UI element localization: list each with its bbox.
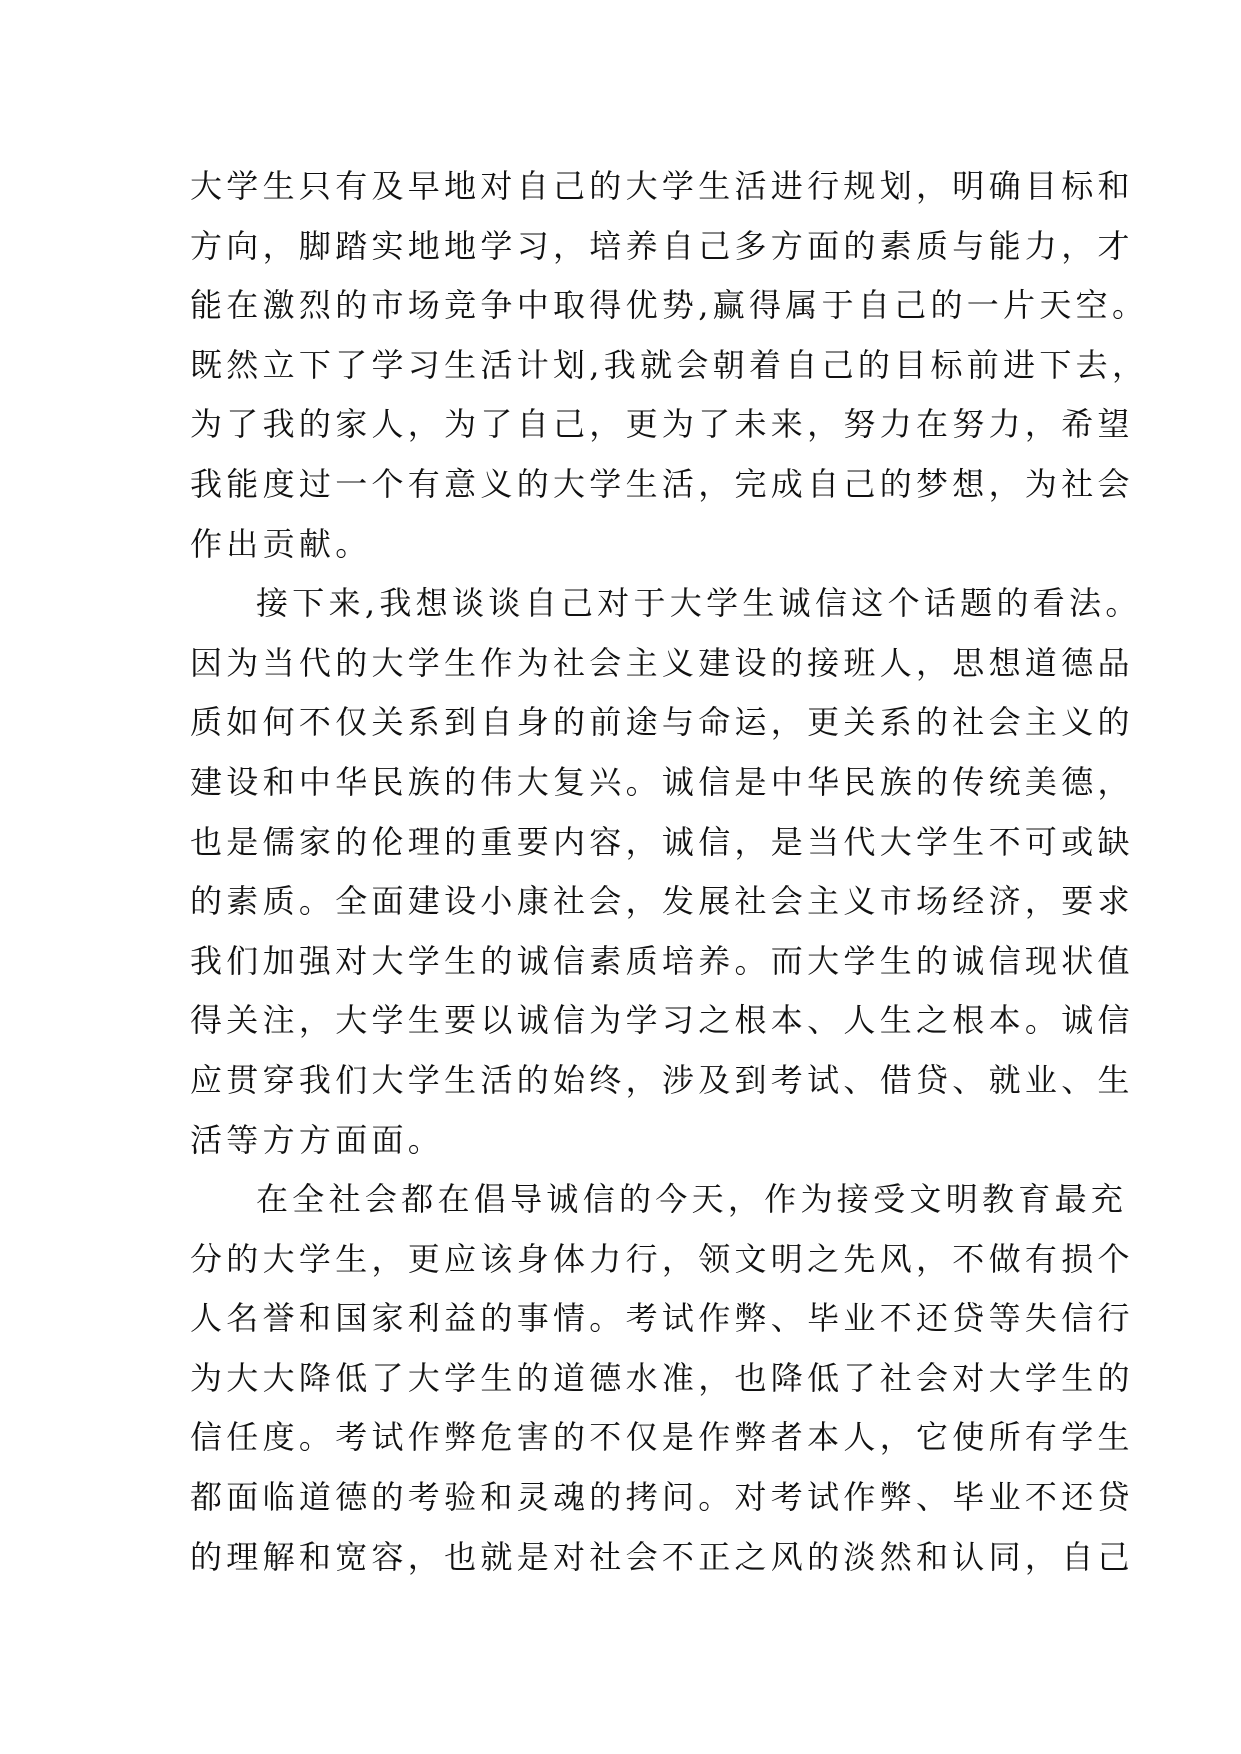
- text-line: 因为当代的大学生作为社会主义建设的接班人，思想道德品: [190, 643, 1134, 682]
- text-line: 能在激烈的市场竞争中取得优势,赢得属于自己的一片天空。: [190, 286, 1149, 325]
- text-line: 得关注，大学生要以诚信为学习之根本、人生之根本。诚信: [190, 1001, 1134, 1040]
- text-line: 应贯穿我们大学生活的始终，涉及到考试、借贷、就业、生: [190, 1060, 1134, 1099]
- text-line: 的理解和宽容，也就是对社会不正之风的淡然和认同，自己: [190, 1537, 1134, 1576]
- body-text: [190, 157, 1149, 1587]
- text-line: 既然立下了学习生活计划,我就会朝着自己的目标前进下去，: [190, 345, 1149, 384]
- paragraph-first-line: 接下来,我想谈谈自己对于大学生诚信这个话题的看法。: [256, 584, 1142, 623]
- text-line: 分的大学生，更应该身体力行，领文明之先风，不做有损个: [190, 1239, 1134, 1278]
- text-line: 大学生只有及早地对自己的大学生活进行规划，明确目标和: [190, 167, 1134, 205]
- text-line: 活等方方面面。: [190, 1120, 445, 1159]
- paragraph-first-line: 在全社会都在倡导诚信的今天，作为接受文明教育最充: [256, 1180, 1128, 1219]
- text-line: 人名誉和国家利益的事情。考试作弊、毕业不还贷等失信行: [190, 1299, 1134, 1338]
- text-line: 信任度。考试作弊危害的不仅是作弊者本人，它使所有学生: [190, 1418, 1134, 1457]
- text-line: 为大大降低了大学生的道德水准，也降低了社会对大学生的: [190, 1358, 1134, 1397]
- text-line: 质如何不仅关系到自身的前途与命运，更关系的社会主义的: [190, 703, 1134, 742]
- text-line: 方向，脚踏实地地学习，培养自己多方面的素质与能力，才: [190, 226, 1134, 265]
- text-line: 建设和中华民族的伟大复兴。诚信是中华民族的传统美德，: [190, 762, 1134, 801]
- text-line: 我能度过一个有意义的大学生活，完成自己的梦想，为社会: [190, 464, 1134, 503]
- text-line: 的素质。全面建设小康社会，发展社会主义市场经济，要求: [190, 882, 1134, 921]
- text-line: 也是儒家的伦理的重要内容，诚信，是当代大学生不可或缺: [190, 822, 1134, 861]
- text-line: 作出贡献。: [190, 524, 372, 563]
- text-line: 我们加强对大学生的诚信素质培养。而大学生的诚信现状值: [190, 941, 1134, 980]
- text-line: 为了我的家人，为了自己，更为了未来，努力在努力，希望: [190, 405, 1134, 444]
- text-line: 都面临道德的考验和灵魂的拷问。对考试作弊、毕业不还贷: [190, 1478, 1134, 1517]
